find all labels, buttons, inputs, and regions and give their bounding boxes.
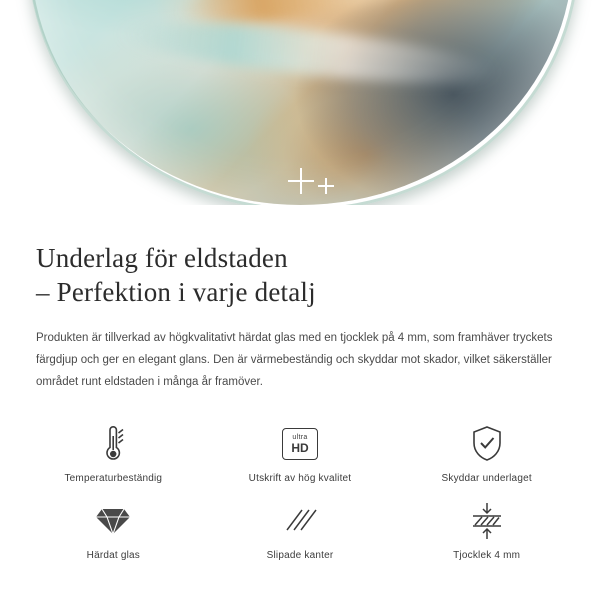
feature-label: Härdat glas xyxy=(86,550,140,561)
teal-vein xyxy=(117,10,500,94)
feature-label: Skyddar underlaget xyxy=(441,473,532,484)
feature-item xyxy=(207,421,394,484)
feature-item xyxy=(20,498,207,561)
shield-check-icon xyxy=(470,421,504,467)
headline-line-1: Underlag för eldstaden xyxy=(36,243,288,273)
feature-label: Slipade kanter xyxy=(266,550,334,561)
feature-item xyxy=(20,421,207,484)
feature-item xyxy=(393,498,580,561)
feature-item xyxy=(207,498,394,561)
ultra-hd-badge-top: ultra xyxy=(292,434,308,441)
feature-label: Utskrift av hög kvalitet xyxy=(248,473,352,484)
page-title xyxy=(36,241,564,309)
feature-item xyxy=(393,421,580,484)
marble-glass-disc xyxy=(28,0,573,205)
headline-line-2: – Perfektion i varje detalj xyxy=(36,277,316,307)
text-content xyxy=(0,205,600,393)
hero-image xyxy=(0,0,600,205)
feature-label: Tjocklek 4 mm xyxy=(453,550,521,561)
ultra-hd-icon xyxy=(282,421,318,467)
diamond-icon xyxy=(94,498,132,544)
polished-edges-icon xyxy=(282,498,318,544)
ultra-hd-badge-bottom: HD xyxy=(291,441,309,455)
feature-label: Temperaturbeständig xyxy=(64,473,163,484)
description-paragraph: Produkten är tillverkad av högkvalitativt härdat glas med en tjocklek på 4 mm, som framhäver tryckets färgdjup och ger en elegant glans. Den är värmebeständig och skyddar mot skador, vilket säkerställer området runt eldstaden i många år framöver. xyxy=(36,332,553,388)
thermometer-icon xyxy=(96,421,130,467)
feature-grid xyxy=(0,421,600,561)
thickness-arrows-icon xyxy=(467,498,507,544)
